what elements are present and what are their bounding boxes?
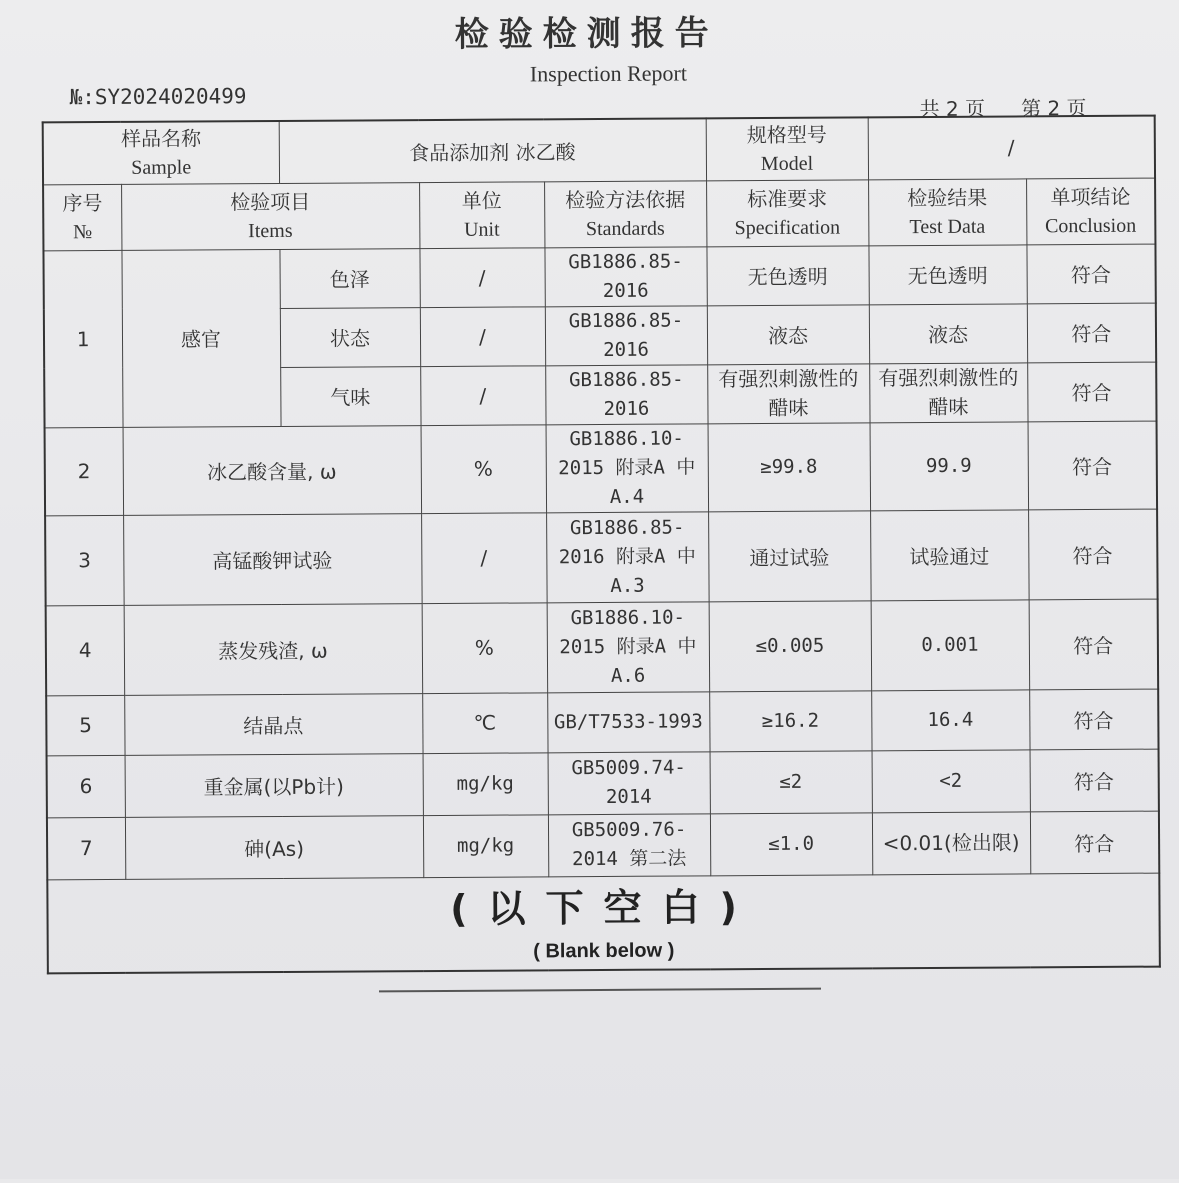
row-spec: ≤0.005 [709,600,872,691]
row-result: <2 [872,749,1030,812]
row-result: 有强烈刺激性的醋味 [869,362,1027,422]
row-group: 感官 [121,249,280,427]
col-spec-en: Specification [734,216,841,240]
table-row [46,599,1159,696]
row-conclusion: 符合 [1029,599,1159,690]
col-header-result [868,178,1026,245]
header-row [43,178,1155,251]
row-spec: ≥99.8 [708,422,871,511]
report-number: №:SY2024020499 [69,84,247,110]
row-item: 结晶点 [124,693,422,755]
report-subtitle: Inspection Report [529,60,687,87]
sample-label-zh: 样品名称 [120,126,202,152]
model-label [706,117,868,180]
model-value: / [868,116,1155,180]
sample-label-en: Sample [131,156,192,180]
row-standard: GB1886.10-2015 附录A 中A.4 [546,423,709,512]
col-items-zh: 检验项目 [230,189,311,215]
table-row [43,244,1155,310]
row-standard: GB5009.74-2014 [548,751,710,814]
row-conclusion: 符合 [1028,509,1158,600]
row-unit: / [420,306,545,366]
row-no: 6 [47,755,125,817]
sample-name-value: 食品添加剂 冰乙酸 [409,139,576,165]
table-row [45,509,1158,606]
report-title: 检验检测报告 [454,13,719,55]
sample-name [279,118,706,183]
row-unit: / [419,247,544,307]
row-item: 砷(As) [125,815,423,879]
row-standard: GB1886.85-2016 [545,305,707,365]
signature-line [379,988,821,993]
row-spec: 通过试验 [708,510,871,601]
row-result: 液态 [869,303,1027,363]
row-item: 色泽 [279,248,419,308]
inspection-table [42,115,1161,974]
col-result-en: Test Data [909,215,986,239]
row-spec: 液态 [707,304,869,364]
col-header-conclusion [1026,178,1155,245]
row-item: 冰乙酸含量, ω [123,425,422,515]
row-unit: / [421,512,547,603]
col-std-zh: 检验方法依据 [565,187,686,213]
row-item: 高锰酸钾试验 [123,513,422,605]
row-spec: ≤2 [710,750,872,813]
row-result: 99.9 [870,421,1029,510]
page-current: 第 2 页 [1020,96,1087,121]
blank-below-en: ( Blank below ) [533,939,675,962]
col-unit-zh: 单位 [461,188,502,213]
row-standard: GB/T7533-1993 [547,691,709,752]
sample-row [43,116,1155,185]
row-standard: GB1886.10-2015 附录A 中A.6 [547,601,710,692]
row-no: 1 [43,250,122,427]
blank-cell [47,873,1160,973]
row-unit: mg/kg [423,814,548,877]
col-std-en: Standards [585,217,665,241]
blank-row [47,873,1160,973]
col-concl-zh: 单项结论 [1050,184,1131,210]
row-item: 气味 [280,366,420,426]
row-spec: ≤1.0 [710,812,872,875]
row-no: 7 [47,817,125,879]
row-item: 重金属(以Pb计) [125,753,423,817]
col-no-en: № [72,221,93,244]
row-unit: % [421,424,547,513]
col-header-standards [544,180,706,247]
row-standard: GB1886.85-2016 附录A 中A.3 [546,511,709,602]
row-spec: ≥16.2 [709,690,871,751]
col-header-no [43,184,121,250]
pages-total: 共 2 页 [919,96,986,122]
col-items-en: Items [248,219,293,243]
row-no: 2 [45,427,124,515]
row-conclusion: 符合 [1030,811,1159,874]
blank-below-zh: (以下空白) [449,884,758,931]
row-standard: GB5009.76-2014 第二法 [548,813,710,876]
col-unit-en: Unit [463,218,500,241]
row-result: <0.01(检出限) [872,811,1030,874]
row-unit: / [420,365,545,425]
row-no: 3 [45,515,124,605]
table-row [47,749,1159,818]
col-result-zh: 检验结果 [907,185,988,211]
row-result: 试验通过 [870,509,1029,600]
table-row [45,421,1158,516]
row-spec: 无色透明 [706,245,868,305]
row-spec: 有强烈刺激性的醋味 [707,363,869,423]
row-no: 4 [46,605,125,695]
col-header-items [121,182,419,250]
row-result: 无色透明 [868,244,1026,304]
row-unit: ℃ [422,692,547,753]
row-conclusion: 符合 [1030,749,1159,812]
row-conclusion: 符合 [1027,362,1156,422]
row-standard: GB1886.85-2016 [544,246,706,306]
sample-label [43,121,279,184]
col-concl-en: Conclusion [1044,214,1137,238]
row-conclusion: 符合 [1028,421,1158,510]
row-no: 5 [46,695,124,755]
model-label-en: Model [760,152,814,176]
row-item: 蒸发残渣, ω [124,603,423,695]
row-result: 16.4 [871,689,1029,750]
model-label-zh: 规格型号 [746,122,827,148]
row-unit: mg/kg [423,752,548,815]
row-conclusion: 符合 [1029,689,1158,750]
row-unit: % [422,602,548,693]
col-header-unit [419,181,544,248]
col-spec-zh: 标准要求 [747,186,828,212]
table-row [47,811,1159,880]
col-no-zh: 序号 [62,191,103,216]
row-standard: GB1886.85-2016 [545,364,707,424]
row-conclusion: 符合 [1026,244,1155,304]
row-conclusion: 符合 [1027,303,1156,363]
table-row [46,689,1158,756]
row-item: 状态 [280,307,420,367]
col-header-spec [706,179,868,246]
row-result: 0.001 [871,599,1030,690]
